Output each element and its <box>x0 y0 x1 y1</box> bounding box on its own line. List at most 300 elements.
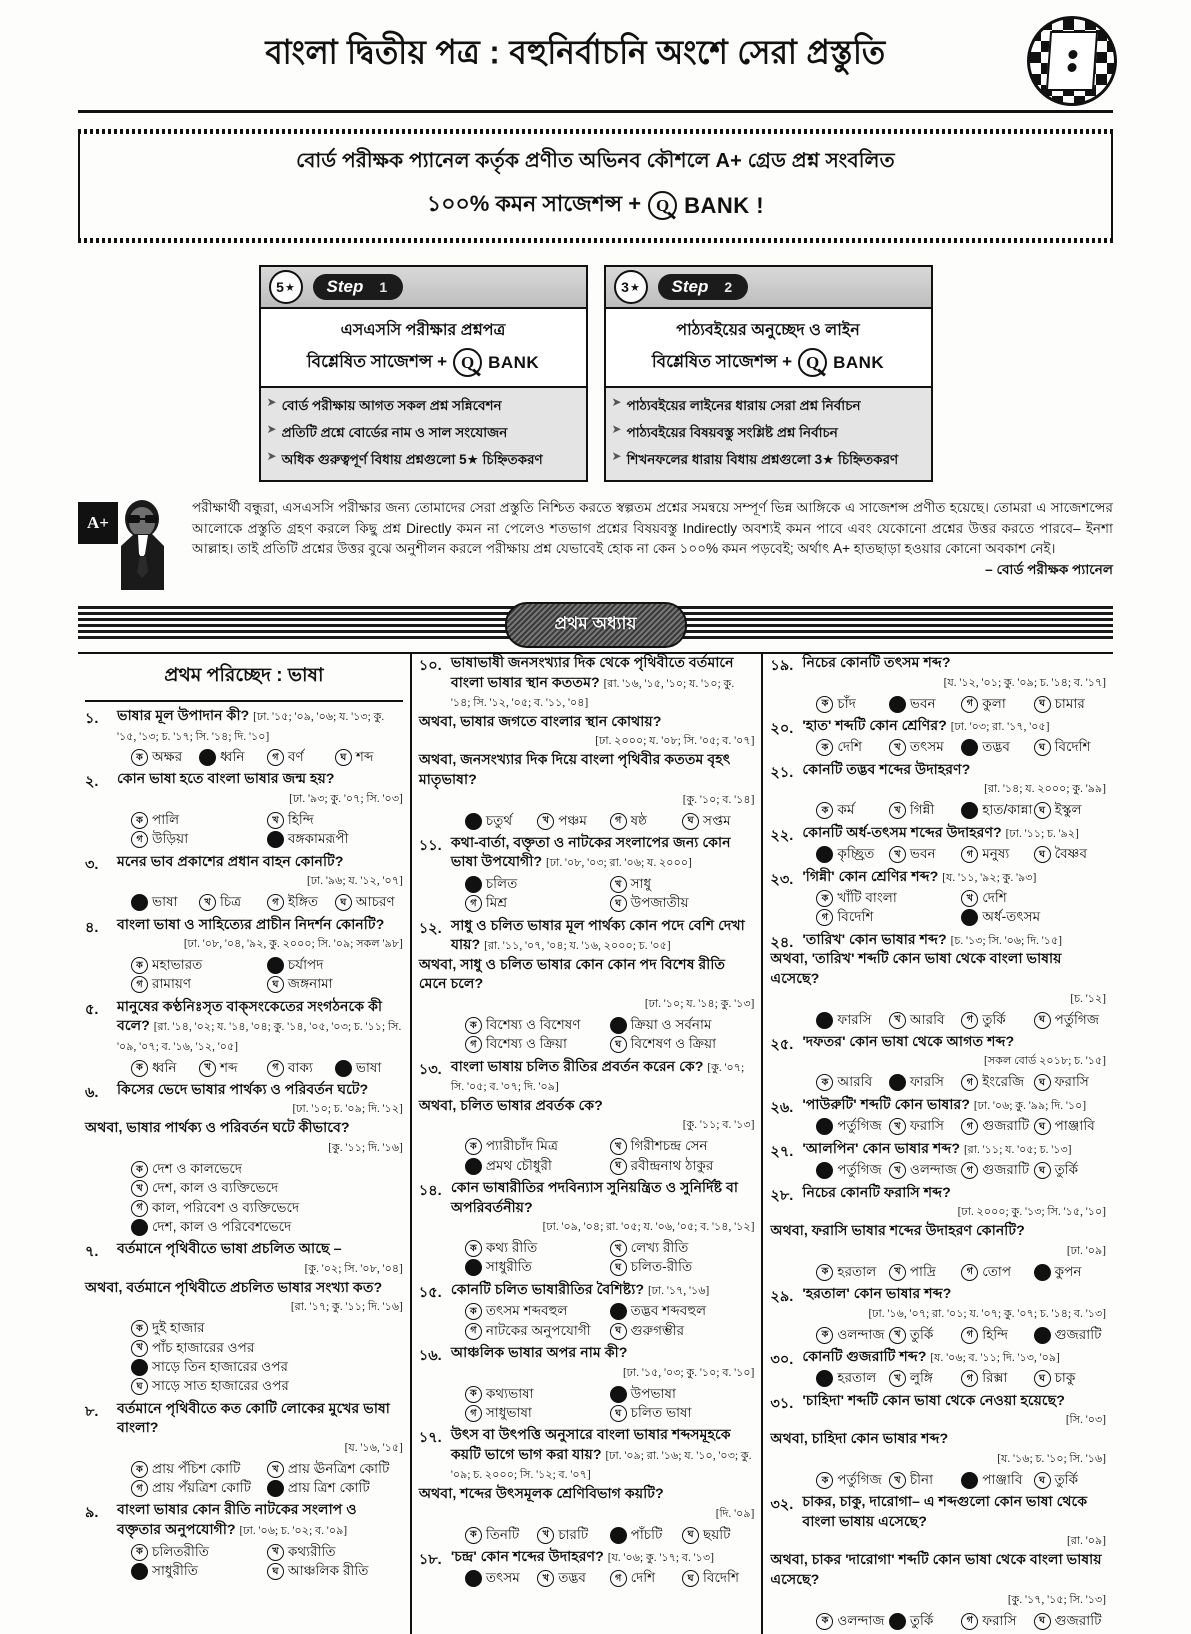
option-marker[interactable]: ক <box>131 957 148 974</box>
selected-answer-marker[interactable] <box>131 1359 148 1376</box>
option-item[interactable] <box>889 844 961 863</box>
option-item[interactable] <box>816 737 888 756</box>
option-marker[interactable]: ঘ <box>1034 1118 1051 1135</box>
option-item[interactable] <box>961 1611 1033 1630</box>
option-item[interactable] <box>961 844 1033 863</box>
selected-answer-marker[interactable] <box>889 696 906 713</box>
option-item[interactable] <box>131 892 199 911</box>
option-item[interactable] <box>131 1159 403 1178</box>
question-body <box>117 707 403 769</box>
option-marker[interactable]: খ <box>889 1472 906 1489</box>
selected-answer-marker[interactable] <box>131 1563 148 1580</box>
option-marker[interactable]: ঘ <box>335 894 352 911</box>
option-item[interactable] <box>267 1459 403 1478</box>
step-title-prefix: বিশ্লেষিত সাজেশন্স + <box>651 351 793 371</box>
selected-answer-marker[interactable] <box>961 739 978 756</box>
option-item[interactable] <box>131 1357 403 1376</box>
selected-answer-marker[interactable] <box>199 749 216 766</box>
option-marker[interactable]: ঘ <box>682 1527 699 1544</box>
option-item[interactable] <box>816 694 888 713</box>
option-item[interactable] <box>961 737 1033 756</box>
option-marker[interactable]: ঘ <box>267 976 284 993</box>
question-text: 'হরতাল' কোন ভাষার শব্দ? <box>802 1285 952 1302</box>
option-item[interactable] <box>465 1238 610 1257</box>
selected-answer-marker[interactable] <box>961 1472 978 1489</box>
option-item[interactable] <box>465 1568 537 1587</box>
step-bullet-text: বোর্ড পরীক্ষায় আগত সকল প্রশ্ন সন্নিবেশন <box>281 398 502 413</box>
option-marker[interactable]: গ <box>131 831 148 848</box>
option-item[interactable] <box>816 1368 888 1387</box>
question-text: 'দফতর' কোন ভাষা থেকে আগত শব্দ? <box>802 1033 1015 1050</box>
question-number: ৩১. <box>770 1395 794 1412</box>
option-item[interactable] <box>131 810 267 829</box>
option-item[interactable] <box>1034 800 1106 819</box>
option-item[interactable] <box>889 1116 961 1135</box>
option-item[interactable] <box>610 1403 755 1422</box>
q-circle-icon: Q <box>798 348 827 377</box>
option-marker[interactable]: ঘ <box>610 895 627 912</box>
selected-answer-marker[interactable] <box>465 1158 482 1175</box>
option-item[interactable] <box>610 1257 755 1276</box>
option-item[interactable] <box>816 888 961 907</box>
option-label: আঞ্চলিক রীতি <box>287 1562 369 1578</box>
question-ref: [য. '১১, '৯২; কু. '৯৩] <box>942 871 1037 884</box>
option-item[interactable] <box>537 811 609 830</box>
option-item[interactable] <box>1034 1116 1106 1135</box>
option-marker[interactable]: খ <box>131 1180 148 1197</box>
option-marker[interactable]: ঘ <box>335 749 352 766</box>
option-marker[interactable]: ক <box>465 1527 482 1544</box>
option-list <box>465 811 755 830</box>
option-item[interactable] <box>816 1010 888 1029</box>
option-marker[interactable]: ক <box>465 1303 482 1320</box>
option-marker[interactable]: গ <box>610 813 627 830</box>
option-marker[interactable]: ঘ <box>610 1158 627 1175</box>
option-marker[interactable]: ঘ <box>1034 1370 1051 1387</box>
option-marker[interactable]: গ <box>961 1074 978 1091</box>
option-item[interactable] <box>889 1325 961 1344</box>
option-list <box>816 888 1106 927</box>
option-item[interactable] <box>131 1459 267 1478</box>
option-marker[interactable]: ক <box>131 1320 148 1337</box>
option-marker[interactable]: খ <box>889 1327 906 1344</box>
question-number: ৫. <box>85 1001 99 1018</box>
option-marker[interactable]: ক <box>131 1544 148 1561</box>
option-marker[interactable]: ঘ <box>610 1405 627 1422</box>
option-item[interactable] <box>267 1058 335 1077</box>
option-item[interactable] <box>889 1470 961 1489</box>
selected-answer-marker[interactable] <box>465 813 482 830</box>
option-marker[interactable]: গ <box>961 1327 978 1344</box>
option-item[interactable] <box>131 1561 267 1580</box>
option-item[interactable] <box>465 1384 610 1403</box>
option-item[interactable] <box>961 1368 1033 1387</box>
option-item[interactable] <box>131 1318 403 1337</box>
option-marker[interactable]: ক <box>465 1017 482 1034</box>
option-marker[interactable]: গ <box>610 1570 627 1587</box>
selected-answer-marker[interactable] <box>1034 1264 1051 1281</box>
option-item[interactable] <box>335 1058 403 1077</box>
option-label: ফরাসি <box>982 1612 1017 1628</box>
option-marker[interactable]: ঘ <box>1034 1472 1051 1489</box>
option-marker[interactable]: ঘ <box>1034 739 1051 756</box>
option-marker[interactable]: গ <box>961 846 978 863</box>
question-number: ৩২. <box>770 1497 794 1514</box>
option-item[interactable] <box>131 1542 267 1561</box>
option-marker[interactable]: খ <box>889 1012 906 1029</box>
option-item[interactable] <box>465 893 610 912</box>
option-label: ক্রিয়া ও সর্বনাম <box>630 1017 712 1033</box>
option-marker[interactable]: ক <box>816 890 833 907</box>
option-item[interactable] <box>889 694 961 713</box>
option-item[interactable] <box>1034 1262 1106 1281</box>
option-item[interactable] <box>465 1525 537 1544</box>
option-item[interactable] <box>131 1478 267 1497</box>
option-marker[interactable]: ক <box>465 1386 482 1403</box>
selected-answer-marker[interactable] <box>1034 1327 1051 1344</box>
option-marker[interactable]: ক <box>816 1613 833 1630</box>
option-marker[interactable]: খ <box>537 813 554 830</box>
option-item[interactable] <box>610 1156 755 1175</box>
option-marker[interactable]: গ <box>961 1264 978 1281</box>
option-label: গুজরাটি <box>982 1118 1030 1134</box>
selected-answer-marker[interactable] <box>961 909 978 926</box>
option-marker[interactable]: গ <box>961 1012 978 1029</box>
option-item[interactable] <box>961 1262 1033 1281</box>
option-marker[interactable]: খ <box>889 1162 906 1179</box>
option-label: তোপ <box>982 1263 1012 1279</box>
option-item[interactable] <box>537 1568 609 1587</box>
option-item[interactable] <box>465 1015 610 1034</box>
question-ref: [ঢা. '৯৩; কু. '০৭; সি. '০৩] <box>289 793 403 806</box>
question-body <box>802 717 1106 760</box>
option-marker[interactable]: ঘ <box>682 813 699 830</box>
option-item[interactable] <box>1034 1072 1106 1091</box>
option-label: পর্তুগিজ <box>1054 1011 1099 1027</box>
option-item[interactable] <box>610 1568 682 1587</box>
option-item[interactable] <box>131 1058 199 1077</box>
option-label: বৈষ্ণব <box>1054 846 1088 862</box>
question-ref: [ঢা. '১৭, '১৬] <box>647 1284 710 1297</box>
option-item[interactable] <box>610 811 682 830</box>
option-marker[interactable]: গ <box>465 1323 482 1340</box>
option-marker[interactable]: ক <box>816 1472 833 1489</box>
option-marker[interactable]: খ <box>610 1240 627 1257</box>
option-marker[interactable]: খ <box>889 739 906 756</box>
option-item[interactable] <box>816 1325 888 1344</box>
selected-answer-marker[interactable] <box>816 1118 833 1135</box>
selected-answer-marker[interactable] <box>816 846 833 863</box>
selected-answer-marker[interactable] <box>267 831 284 848</box>
option-item[interactable] <box>465 1257 610 1276</box>
option-marker[interactable]: খ <box>889 846 906 863</box>
option-marker[interactable]: গ <box>961 1370 978 1387</box>
selected-answer-marker[interactable] <box>816 1370 833 1387</box>
option-item[interactable] <box>889 1072 961 1091</box>
selected-answer-marker[interactable] <box>465 876 482 893</box>
option-item[interactable] <box>465 811 537 830</box>
selected-answer-marker[interactable] <box>131 894 148 911</box>
option-marker[interactable]: খ <box>199 1060 216 1077</box>
option-item[interactable] <box>610 1015 755 1034</box>
selected-answer-marker[interactable] <box>131 1219 148 1236</box>
option-item[interactable] <box>131 1217 403 1236</box>
question-ref: [ঢা. '০৩; রা. '১৭, '০৫] <box>950 720 1050 733</box>
option-marker[interactable]: ক <box>465 1240 482 1257</box>
option-marker[interactable]: খ <box>131 1340 148 1357</box>
option-item[interactable] <box>816 844 888 863</box>
option-item[interactable] <box>267 974 403 993</box>
option-item[interactable] <box>267 1478 403 1497</box>
question-number: ৬. <box>85 1084 99 1101</box>
selected-answer-marker[interactable] <box>610 1527 627 1544</box>
option-marker[interactable]: খ <box>537 1570 554 1587</box>
option-marker[interactable]: গ <box>131 1480 148 1497</box>
option-marker[interactable]: গ <box>267 1060 284 1077</box>
option-marker[interactable]: ঘ <box>1034 1162 1051 1179</box>
question-alt-ref: [কু. '১৭, '১৫; সি. '১৩] <box>1007 1593 1107 1606</box>
option-marker[interactable]: ঘ <box>1034 802 1051 819</box>
option-item[interactable] <box>267 810 403 829</box>
option-marker[interactable]: গ <box>961 1613 978 1630</box>
option-item[interactable] <box>199 892 267 911</box>
option-item[interactable] <box>1034 1368 1106 1387</box>
option-item[interactable] <box>465 874 610 893</box>
option-marker[interactable]: খ <box>889 802 906 819</box>
option-item[interactable] <box>682 811 754 830</box>
option-item[interactable] <box>610 893 755 912</box>
option-item[interactable] <box>335 747 403 766</box>
option-marker[interactable]: ঘ <box>610 1036 627 1053</box>
option-item[interactable] <box>267 1542 403 1561</box>
option-item[interactable] <box>131 1198 403 1217</box>
option-list <box>816 1116 1106 1135</box>
option-label: ছয়টি <box>703 1526 731 1542</box>
option-item[interactable] <box>610 1301 755 1320</box>
option-marker[interactable]: খ <box>961 890 978 907</box>
option-marker[interactable]: ঘ <box>131 1378 148 1395</box>
option-marker[interactable]: গ <box>961 1118 978 1135</box>
option-marker[interactable]: গ <box>961 1162 978 1179</box>
selected-answer-marker[interactable] <box>465 1259 482 1276</box>
option-marker[interactable]: ঘ <box>267 1563 284 1580</box>
option-item[interactable] <box>961 888 1106 907</box>
option-label: পর্তুগিজ <box>837 1471 882 1487</box>
option-marker[interactable]: ক <box>131 749 148 766</box>
option-item[interactable] <box>961 1010 1033 1029</box>
option-marker[interactable]: গ <box>816 909 833 926</box>
option-item[interactable] <box>267 829 403 848</box>
option-item[interactable] <box>131 955 267 974</box>
selected-answer-marker[interactable] <box>267 957 284 974</box>
option-item[interactable] <box>610 1238 755 1257</box>
option-item[interactable] <box>1034 1470 1106 1489</box>
option-item[interactable] <box>1034 844 1106 863</box>
option-marker[interactable]: খ <box>889 1118 906 1135</box>
option-item[interactable] <box>816 1072 888 1091</box>
selected-answer-marker[interactable] <box>889 1074 906 1091</box>
option-item[interactable] <box>131 747 199 766</box>
option-marker[interactable]: গ <box>267 894 284 911</box>
selected-answer-marker[interactable] <box>816 1162 833 1179</box>
option-item[interactable] <box>816 800 888 819</box>
option-marker[interactable]: খ <box>267 1461 284 1478</box>
selected-answer-marker[interactable] <box>610 1386 627 1403</box>
step-title-line-1: পাঠ্যবইয়ের অনুচ্ছেদ ও লাইন <box>676 322 860 339</box>
option-item[interactable] <box>610 1136 755 1155</box>
option-marker[interactable]: ক <box>816 802 833 819</box>
step-bullet <box>267 447 580 474</box>
option-marker[interactable]: খ <box>537 1527 554 1544</box>
option-marker[interactable]: খ <box>267 812 284 829</box>
selected-answer-marker[interactable] <box>465 1570 482 1587</box>
question-body <box>802 868 1106 930</box>
option-item[interactable] <box>465 1301 610 1320</box>
option-item[interactable] <box>610 874 755 893</box>
option-marker[interactable]: ঘ <box>682 1570 699 1587</box>
option-item[interactable] <box>335 892 403 911</box>
option-item[interactable] <box>889 1368 961 1387</box>
selected-answer-marker[interactable] <box>610 1303 627 1320</box>
option-list <box>816 1160 1106 1179</box>
option-marker[interactable]: খ <box>889 1264 906 1281</box>
option-item[interactable] <box>961 1325 1033 1344</box>
option-marker[interactable]: ক <box>816 739 833 756</box>
selected-answer-marker[interactable] <box>267 1480 284 1497</box>
option-item[interactable] <box>465 1403 610 1422</box>
option-item[interactable] <box>961 1470 1033 1489</box>
option-item[interactable] <box>682 1525 754 1544</box>
question-body <box>117 1400 403 1501</box>
option-list <box>816 844 1106 863</box>
option-marker[interactable]: খ <box>267 1544 284 1561</box>
option-item[interactable] <box>816 1262 888 1281</box>
option-item[interactable] <box>889 800 961 819</box>
option-item[interactable] <box>131 829 267 848</box>
option-label: লেখ্য রীতি <box>630 1240 689 1256</box>
option-item[interactable] <box>610 1525 682 1544</box>
question-item <box>770 761 1106 823</box>
option-marker[interactable]: খ <box>199 894 216 911</box>
option-marker[interactable]: ঘ <box>1034 696 1051 713</box>
option-item[interactable] <box>889 1611 961 1630</box>
option-marker[interactable]: খ <box>610 1138 627 1155</box>
selected-answer-marker[interactable] <box>610 1017 627 1034</box>
option-item[interactable] <box>465 1136 610 1155</box>
option-marker[interactable]: গ <box>465 895 482 912</box>
option-item[interactable] <box>267 892 335 911</box>
option-marker[interactable]: ক <box>131 1461 148 1478</box>
option-marker[interactable]: গ <box>131 1200 148 1217</box>
option-item[interactable] <box>961 1072 1033 1091</box>
question-item <box>419 654 755 833</box>
option-marker[interactable]: গ <box>961 696 978 713</box>
option-item[interactable] <box>682 1568 754 1587</box>
question-ref: [ঢা. '১১; চ. '৯২] <box>1005 827 1079 840</box>
option-item[interactable] <box>610 1384 755 1403</box>
option-item[interactable] <box>1034 694 1106 713</box>
option-marker[interactable]: ঘ <box>610 1259 627 1276</box>
option-item[interactable] <box>131 1338 403 1357</box>
option-item[interactable] <box>1034 1325 1106 1344</box>
option-marker[interactable]: খ <box>610 876 627 893</box>
option-item[interactable] <box>816 1611 888 1630</box>
option-marker[interactable]: ক <box>816 1327 833 1344</box>
option-item[interactable] <box>1034 737 1106 756</box>
option-marker[interactable]: ক <box>816 1074 833 1091</box>
option-item[interactable] <box>889 1010 961 1029</box>
option-item[interactable] <box>961 1160 1033 1179</box>
option-item[interactable] <box>465 1321 610 1340</box>
option-item[interactable] <box>131 1178 403 1197</box>
option-item[interactable] <box>610 1321 755 1340</box>
option-item[interactable] <box>889 1262 961 1281</box>
selected-answer-marker[interactable] <box>335 1060 352 1077</box>
question-ref: [য. '০৬; কু. '১৭; ব. '১৩] <box>607 1551 714 1564</box>
option-item[interactable] <box>961 800 1033 819</box>
selected-answer-marker[interactable] <box>889 1613 906 1630</box>
option-marker[interactable]: ঘ <box>610 1323 627 1340</box>
step-bullet <box>612 393 925 420</box>
option-item[interactable] <box>267 955 403 974</box>
option-item[interactable] <box>267 1561 403 1580</box>
option-list <box>816 1368 1106 1387</box>
option-item[interactable] <box>816 907 961 926</box>
option-label: বঙ্গকামরূপী <box>287 831 349 847</box>
option-item[interactable] <box>1034 1010 1106 1029</box>
option-item[interactable] <box>816 1160 888 1179</box>
question-alt-text: অথবা, শব্দের উৎসমূলক শ্রেণিবিভাগ কয়টি? <box>418 1485 664 1502</box>
option-marker[interactable]: গ <box>465 1405 482 1422</box>
option-item[interactable] <box>537 1525 609 1544</box>
option-marker[interactable]: ঘ <box>1034 846 1051 863</box>
option-item[interactable] <box>610 1034 755 1053</box>
option-item[interactable] <box>961 694 1033 713</box>
selected-answer-marker[interactable] <box>961 802 978 819</box>
option-item[interactable] <box>1034 1160 1106 1179</box>
option-marker[interactable]: ঘ <box>1034 1012 1051 1029</box>
option-marker[interactable]: ঘ <box>1034 1074 1051 1091</box>
option-item[interactable] <box>889 1160 961 1179</box>
option-item[interactable] <box>816 1116 888 1135</box>
option-marker[interactable]: ক <box>465 1138 482 1155</box>
option-item[interactable] <box>961 1116 1033 1135</box>
option-marker[interactable]: গ <box>131 976 148 993</box>
option-item[interactable] <box>199 1058 267 1077</box>
option-marker[interactable]: ঘ <box>1034 1613 1051 1630</box>
selected-answer-marker[interactable] <box>816 1012 833 1029</box>
option-marker[interactable]: গ <box>267 749 284 766</box>
option-item[interactable] <box>1034 1611 1106 1630</box>
option-marker[interactable]: ক <box>816 696 833 713</box>
option-item[interactable] <box>889 737 961 756</box>
option-marker[interactable]: গ <box>465 1036 482 1053</box>
option-marker[interactable]: ক <box>131 812 148 829</box>
option-item[interactable] <box>131 974 267 993</box>
option-item[interactable] <box>267 747 335 766</box>
banner-inner <box>78 134 1113 238</box>
option-marker[interactable]: ক <box>131 1060 148 1077</box>
option-item[interactable] <box>465 1034 610 1053</box>
option-marker[interactable]: ক <box>131 1161 148 1178</box>
option-item[interactable] <box>131 1376 403 1395</box>
option-item[interactable] <box>199 747 267 766</box>
option-item[interactable] <box>465 1156 610 1175</box>
option-marker[interactable]: ক <box>816 1264 833 1281</box>
option-item[interactable] <box>961 907 1106 926</box>
option-marker[interactable]: খ <box>889 1370 906 1387</box>
option-item[interactable] <box>816 1470 888 1489</box>
